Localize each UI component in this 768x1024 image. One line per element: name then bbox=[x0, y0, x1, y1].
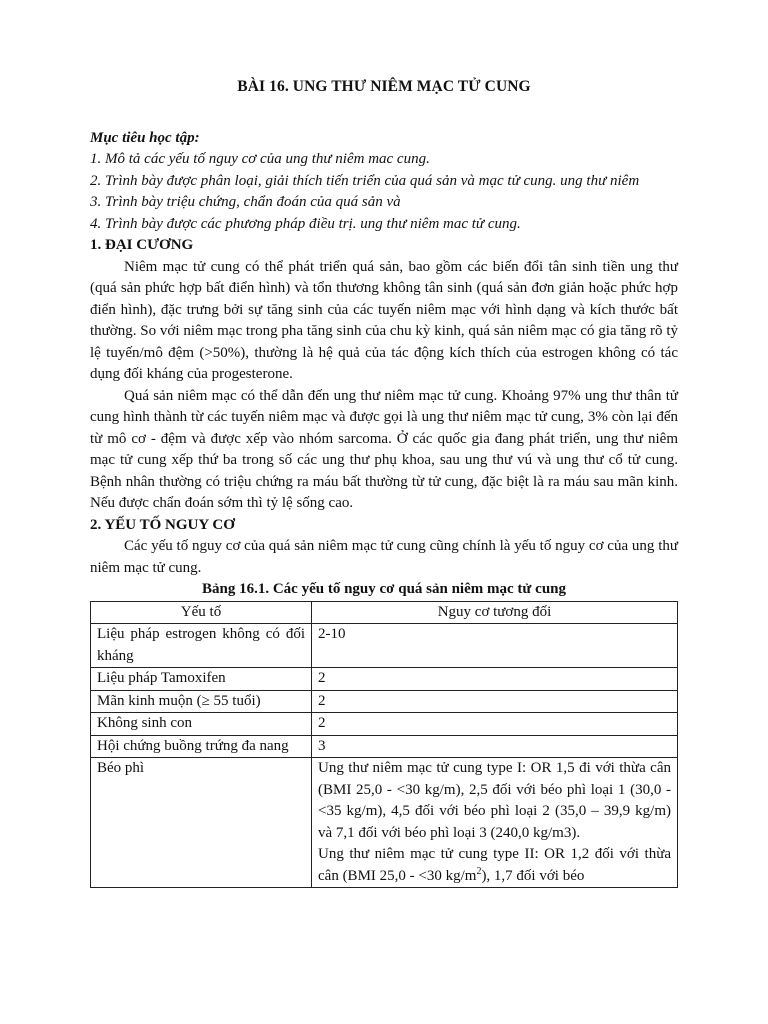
obesity-risk-type1: Ung thư niêm mạc tử cung type I: OR 1,5 đi với thừa cân (BMI 25,0 - <30 kg/m), 2,5 đối với béo phì loại 1 (30,0 - <35 kg/m), 4,5 đối với béo phì loại 2 (35,0 – 39,9 kg/m) và 7,1 đối với béo phì loại 3 (240,0 kg/m3). bbox=[318, 760, 671, 841]
table-cell: 2-10 bbox=[312, 624, 678, 668]
table-cell: Liệu pháp Tamoxifen bbox=[91, 668, 312, 691]
superscript: 2 bbox=[476, 865, 482, 877]
column-header: Nguy cơ tương đối bbox=[312, 601, 678, 624]
risk-text: Ung thư niêm mạc tử cung type II: OR 1,2 đối với thừa cân (BMI 25,0 - <30 kg/m bbox=[318, 846, 671, 884]
table-cell: 3 bbox=[312, 735, 678, 758]
table-cell: Béo phì bbox=[91, 758, 312, 888]
section-heading: 2. YẾU TỐ NGUY CƠ bbox=[90, 516, 235, 533]
objective-item: 2. Trình bày được phân loại, giải thích tiến triển của quá sản và mạc tử cung. ung thư niêm bbox=[90, 172, 640, 189]
column-header: Yếu tố bbox=[91, 601, 312, 624]
table-cell bbox=[312, 758, 678, 888]
objective-item: 3. Trình bày triệu chứng, chẩn đoán của quá sản và bbox=[90, 194, 401, 210]
table-row bbox=[91, 668, 678, 691]
table-row bbox=[91, 735, 678, 758]
table-row bbox=[91, 758, 678, 888]
table-cell: 2 bbox=[312, 668, 678, 691]
table-cell: Hội chứng buồng trứng đa nang bbox=[91, 735, 312, 758]
table-row bbox=[91, 624, 678, 668]
table-cell: Không sinh con bbox=[91, 713, 312, 736]
paragraph: Niêm mạc tử cung có thể phát triển quá sản, bao gồm các biến đổi tân sinh tiền ung thư (quá sản phức hợp bất điển hình) và tổn thương không tân sinh (quá sản đơn giản hoặc phức hợp điển hình), đặc trưng bởi sự tăng sinh của các tuyến niêm mạc với hình dạng và kích thước bất thường. So với niêm mạc trong pha tăng sinh của chu kỳ kinh, quá sản niêm mạc có gia tăng rõ tỷ lệ tuyến/mô đệm (>50%), thường là hệ quả của tác động kích thích của estrogen không có tác dụng đối kháng của progesterone. bbox=[90, 258, 678, 382]
table-cell: Mãn kinh muộn (≥ 55 tuổi) bbox=[91, 690, 312, 713]
learning-objectives bbox=[90, 128, 678, 236]
risk-factor-table bbox=[90, 601, 678, 889]
risk-text: ), 1,7 đối với béo bbox=[481, 867, 585, 884]
paragraph: Các yếu tố nguy cơ của quá sản niêm mạc tử cung cũng chính là yếu tố nguy cơ của ung thư niêm mạc tử cung. bbox=[90, 538, 678, 576]
table-cell: 2 bbox=[312, 713, 678, 736]
table-caption: Bảng 16.1. Các yếu tố nguy cơ quá sản niêm mạc tử cung bbox=[202, 581, 566, 597]
table-header-row bbox=[91, 601, 678, 624]
page-title: BÀI 16. UNG THƯ NIÊM MẠC TỬ CUNG bbox=[237, 78, 531, 95]
paragraph: Quá sản niêm mạc có thể dẫn đến ung thư niêm mạc tử cung. Khoảng 97% ung thư thân tử cung hình thành từ các tuyến niêm mạc và được gọi là ung thư niêm mạc tử cung, 3% còn lại đến từ mô cơ - đệm và được xếp vào nhóm sarcoma. Ở các quốc gia đang phát triển, ung thư niêm mạc tử cung xếp thứ ba trong số các ung thư phụ khoa, sau ung thư vú và ung thư cổ tử cung. Bệnh nhân thường có triệu chứng ra máu bất thường từ tử cung, đặc biệt là ra máu sau mãn kinh. Nếu được chẩn đoán sớm thì tỷ lệ sống cao. bbox=[90, 387, 678, 511]
table-cell: Liệu pháp estrogen không có đối kháng bbox=[91, 624, 312, 668]
table-row bbox=[91, 690, 678, 713]
table-cell: 2 bbox=[312, 690, 678, 713]
table-row bbox=[91, 713, 678, 736]
obesity-risk-type2 bbox=[318, 844, 671, 887]
objective-item: 4. Trình bày được các phương pháp điều trị. ung thư niêm mac tử cung. bbox=[90, 215, 521, 232]
section-heading: 1. ĐẠI CƯƠNG bbox=[90, 237, 194, 253]
objectives-heading: Mục tiêu học tập: bbox=[90, 129, 200, 146]
objective-item: 1. Mô tả các yếu tố nguy cơ của ung thư niêm mac cung. bbox=[90, 151, 430, 167]
